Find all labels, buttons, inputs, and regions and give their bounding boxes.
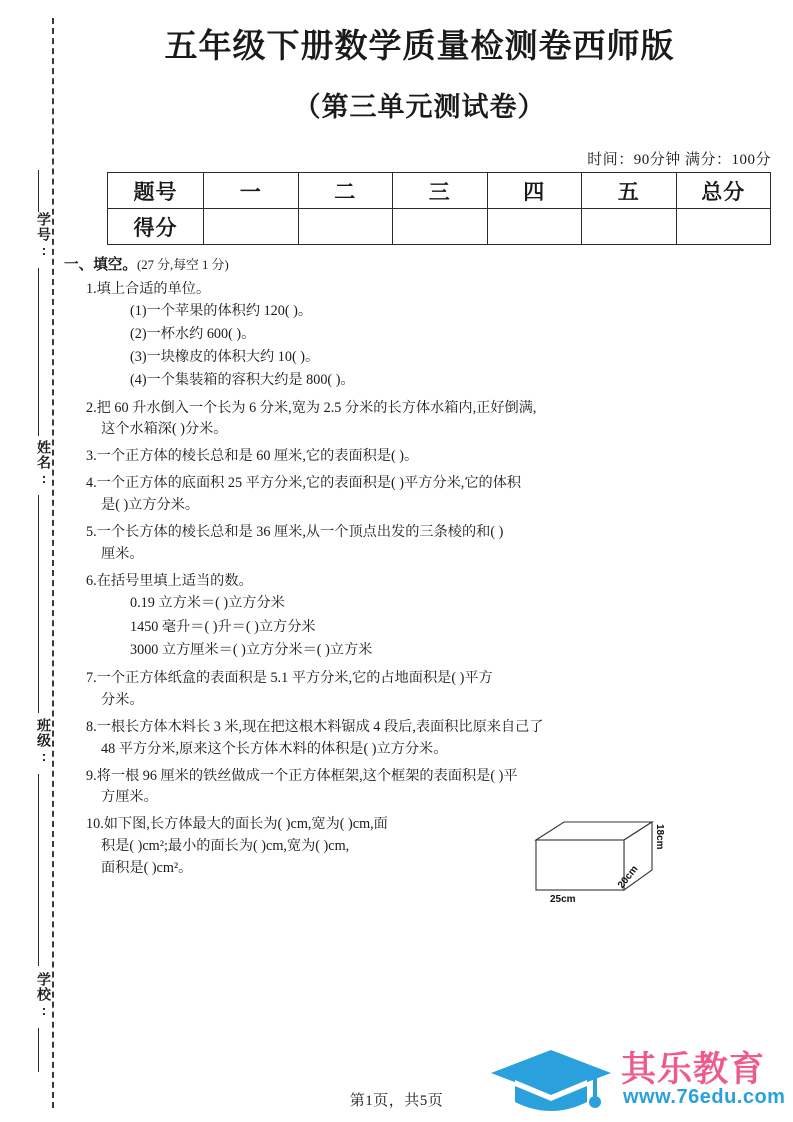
score-table-col-5: 五 bbox=[582, 173, 677, 209]
question-1-line-1: 1.填上合适的单位。 bbox=[86, 280, 211, 297]
question-8 bbox=[86, 717, 774, 760]
score-table bbox=[107, 172, 771, 245]
score-table-row-label-number: 题号 bbox=[108, 173, 204, 209]
question-1-sub-4: (4)一个集装箱的容积大约是 800( )。 bbox=[130, 372, 355, 389]
question-9 bbox=[86, 766, 774, 809]
graduation-cap-icon bbox=[487, 1046, 615, 1114]
cut-line-dashed bbox=[52, 18, 54, 1108]
score-cell-5[interactable] bbox=[582, 209, 677, 245]
cuboid-length-label: 25cm bbox=[550, 894, 576, 905]
question-6-conversion-2: 1450 毫升＝( )升＝( )立方分米 bbox=[130, 618, 316, 635]
score-table-col-total: 总分 bbox=[676, 173, 771, 209]
exam-meta-info: 时间：90分钟 满分：100分 bbox=[587, 152, 771, 168]
score-cell-1[interactable] bbox=[204, 209, 299, 245]
section-points: (27 分,每空 1 分) bbox=[137, 258, 229, 272]
question-2-line-2: 这个水箱深( )分米。 bbox=[101, 421, 228, 438]
question-1-sub-3: (3)一块橡皮的体积大约 10( )。 bbox=[130, 349, 320, 366]
margin-rule-2 bbox=[38, 268, 39, 436]
question-8-line-2: 48 平方分米,原来这个长方体木料的体积是( )立方分米。 bbox=[101, 740, 448, 757]
question-5 bbox=[86, 522, 774, 565]
table-row-scores bbox=[108, 209, 771, 245]
question-1-sub-1: (1)一个苹果的体积约 120( )。 bbox=[130, 303, 313, 320]
question-7-line-2: 分米。 bbox=[101, 692, 144, 709]
question-2-line-1: 2.把 60 升水倒入一个长为 6 分米,宽为 2.5 分米的长方体水箱内,正好倒满, bbox=[86, 399, 537, 416]
score-cell-total[interactable] bbox=[676, 209, 771, 245]
score-table-col-2: 二 bbox=[298, 173, 393, 209]
question-1 bbox=[86, 279, 774, 393]
logo-website-url: www.76edu.com bbox=[623, 1086, 786, 1108]
cuboid-depth-label: 20cm bbox=[616, 863, 641, 891]
margin-rule-5 bbox=[38, 1028, 39, 1072]
question-8-line-1: 8.一根长方体木料长 3 米,现在把这根木料锯成 4 段后,表面积比原来自己了 bbox=[86, 719, 544, 736]
question-4 bbox=[86, 473, 774, 516]
question-2 bbox=[86, 398, 774, 441]
margin-rule-1 bbox=[38, 170, 39, 212]
page-title: 五年级下册数学质量检测卷西师版 bbox=[164, 29, 675, 65]
margin-label-student-id: 学号: bbox=[36, 212, 52, 259]
section-name: 填空。 bbox=[93, 257, 137, 273]
exam-content bbox=[64, 258, 774, 885]
question-4-line-2: 是( )立方分米。 bbox=[101, 496, 200, 513]
page-number: 第1页，共5页 bbox=[349, 1093, 444, 1109]
question-4-line-1: 4.一个正方体的底面积 25 平方分米,它的表面积是( )平方分米,它的体积 bbox=[86, 475, 522, 492]
question-5-line-1: 5.一个长方体的棱长总和是 36 厘米,从一个顶点出发的三条棱的和( ) bbox=[86, 524, 504, 541]
score-table-row-label-score: 得分 bbox=[108, 209, 204, 245]
question-3-line-1: 3.一个正方体的棱长总和是 60 厘米,它的表面积是( )。 bbox=[86, 448, 419, 465]
table-row-header bbox=[108, 173, 771, 209]
margin-rule-4 bbox=[38, 774, 39, 966]
margin-label-name: 姓名: bbox=[36, 440, 52, 487]
score-cell-2[interactable] bbox=[298, 209, 393, 245]
question-7-line-1: 7.一个正方体纸盒的表面积是 5.1 平方分米,它的占地面积是( )平方 bbox=[86, 670, 493, 687]
question-9-line-1: 9.将一根 96 厘米的铁丝做成一个正方体框架,这个框架的表面积是( )平 bbox=[86, 767, 518, 784]
logo-brand-name: 其乐教育 bbox=[621, 1050, 766, 1089]
margin-label-school: 学校: bbox=[36, 972, 52, 1019]
score-cell-3[interactable] bbox=[393, 209, 488, 245]
question-9-line-2: 方厘米。 bbox=[101, 789, 158, 806]
score-table-col-1: 一 bbox=[204, 173, 299, 209]
brand-logo bbox=[487, 1042, 787, 1114]
score-table-col-4: 四 bbox=[487, 173, 582, 209]
question-5-line-2: 厘米。 bbox=[101, 545, 144, 562]
score-table-col-3: 三 bbox=[393, 173, 488, 209]
margin-label-class: 班级: bbox=[36, 718, 52, 765]
question-7 bbox=[86, 668, 774, 711]
section-index: 一、 bbox=[64, 257, 94, 273]
question-10-line-1: 10.如下图,长方体最大的面长为( )cm,宽为( )cm,面 bbox=[86, 816, 388, 833]
cuboid-diagram bbox=[528, 818, 708, 918]
question-6 bbox=[86, 571, 774, 663]
question-3 bbox=[86, 446, 774, 468]
question-10-line-2: 积是( )cm²;最小的面长为( )cm,宽为( )cm, bbox=[101, 838, 350, 855]
section-heading bbox=[64, 258, 774, 273]
question-6-line-1: 6.在括号里填上适当的数。 bbox=[86, 572, 253, 589]
question-1-sub-2: (2)一杯水约 600( )。 bbox=[130, 326, 256, 343]
cuboid-height-label: 18cm bbox=[654, 824, 665, 850]
question-6-conversion-3: 3000 立方厘米＝( )立方分米＝( )立方米 bbox=[130, 642, 373, 659]
question-6-conversion-1: 0.19 立方米＝( )立方分米 bbox=[130, 595, 285, 612]
score-cell-4[interactable] bbox=[487, 209, 582, 245]
page-subtitle: （第三单元测试卷） bbox=[293, 92, 546, 122]
question-10-line-3: 面积是( )cm²。 bbox=[101, 859, 193, 876]
margin-rule-3 bbox=[38, 495, 39, 713]
